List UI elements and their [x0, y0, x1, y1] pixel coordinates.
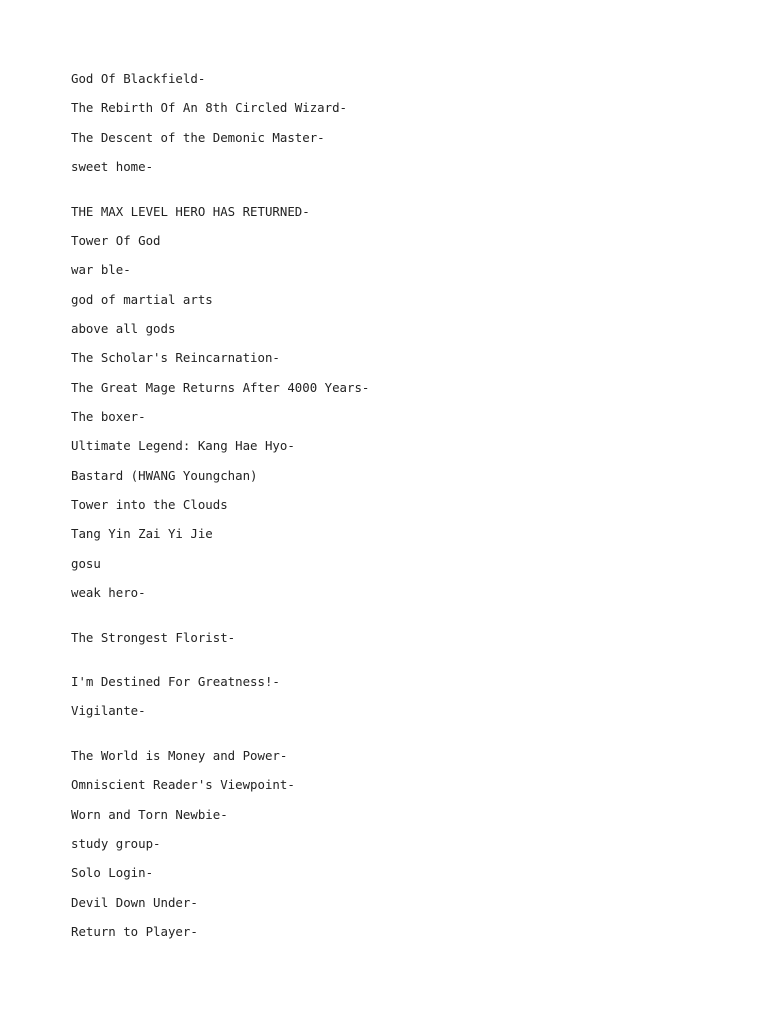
list-item: Bastard (HWANG Youngchan): [71, 467, 258, 483]
list-item: Tang Yin Zai Yi Jie: [71, 526, 213, 542]
list-item: The Great Mage Returns After 4000 Years-: [71, 379, 370, 395]
list-item: Worn and Torn Newbie-: [71, 806, 228, 822]
list-item: Return to Player-: [71, 923, 198, 939]
list-item: Devil Down Under-: [71, 894, 198, 910]
list-item: god of martial arts: [71, 291, 213, 307]
list-item: war ble-: [71, 262, 131, 278]
list-item: Vigilante-: [71, 703, 146, 719]
list-item: The Rebirth Of An 8th Circled Wizard-: [71, 100, 348, 116]
title-list: [71, 70, 369, 952]
list-item: The World is Money and Power-: [71, 747, 288, 763]
list-item: The Scholar's Reincarnation-: [71, 350, 280, 366]
list-item: study group-: [71, 835, 161, 851]
list-item: sweet home-: [71, 159, 154, 175]
list-item: I'm Destined For Greatness!-: [71, 674, 280, 689]
list-item: The Descent of the Demonic Master-: [71, 129, 325, 145]
list-item: Ultimate Legend: Kang Hae Hyo-: [71, 438, 295, 454]
list-item: God Of Blackfield-: [71, 71, 206, 86]
list-item: gosu: [71, 555, 101, 571]
list-item: Tower Of God: [71, 232, 161, 248]
list-item: The boxer-: [71, 408, 146, 424]
list-item: Solo Login-: [71, 865, 154, 881]
list-item: above all gods: [71, 320, 176, 336]
list-item: Tower into the Clouds: [71, 496, 228, 512]
list-item: THE MAX LEVEL HERO HAS RETURNED-: [71, 203, 310, 219]
list-item: The Strongest Florist-: [71, 629, 236, 645]
list-item: weak hero-: [71, 585, 146, 600]
list-item: Omniscient Reader's Viewpoint-: [71, 777, 295, 793]
